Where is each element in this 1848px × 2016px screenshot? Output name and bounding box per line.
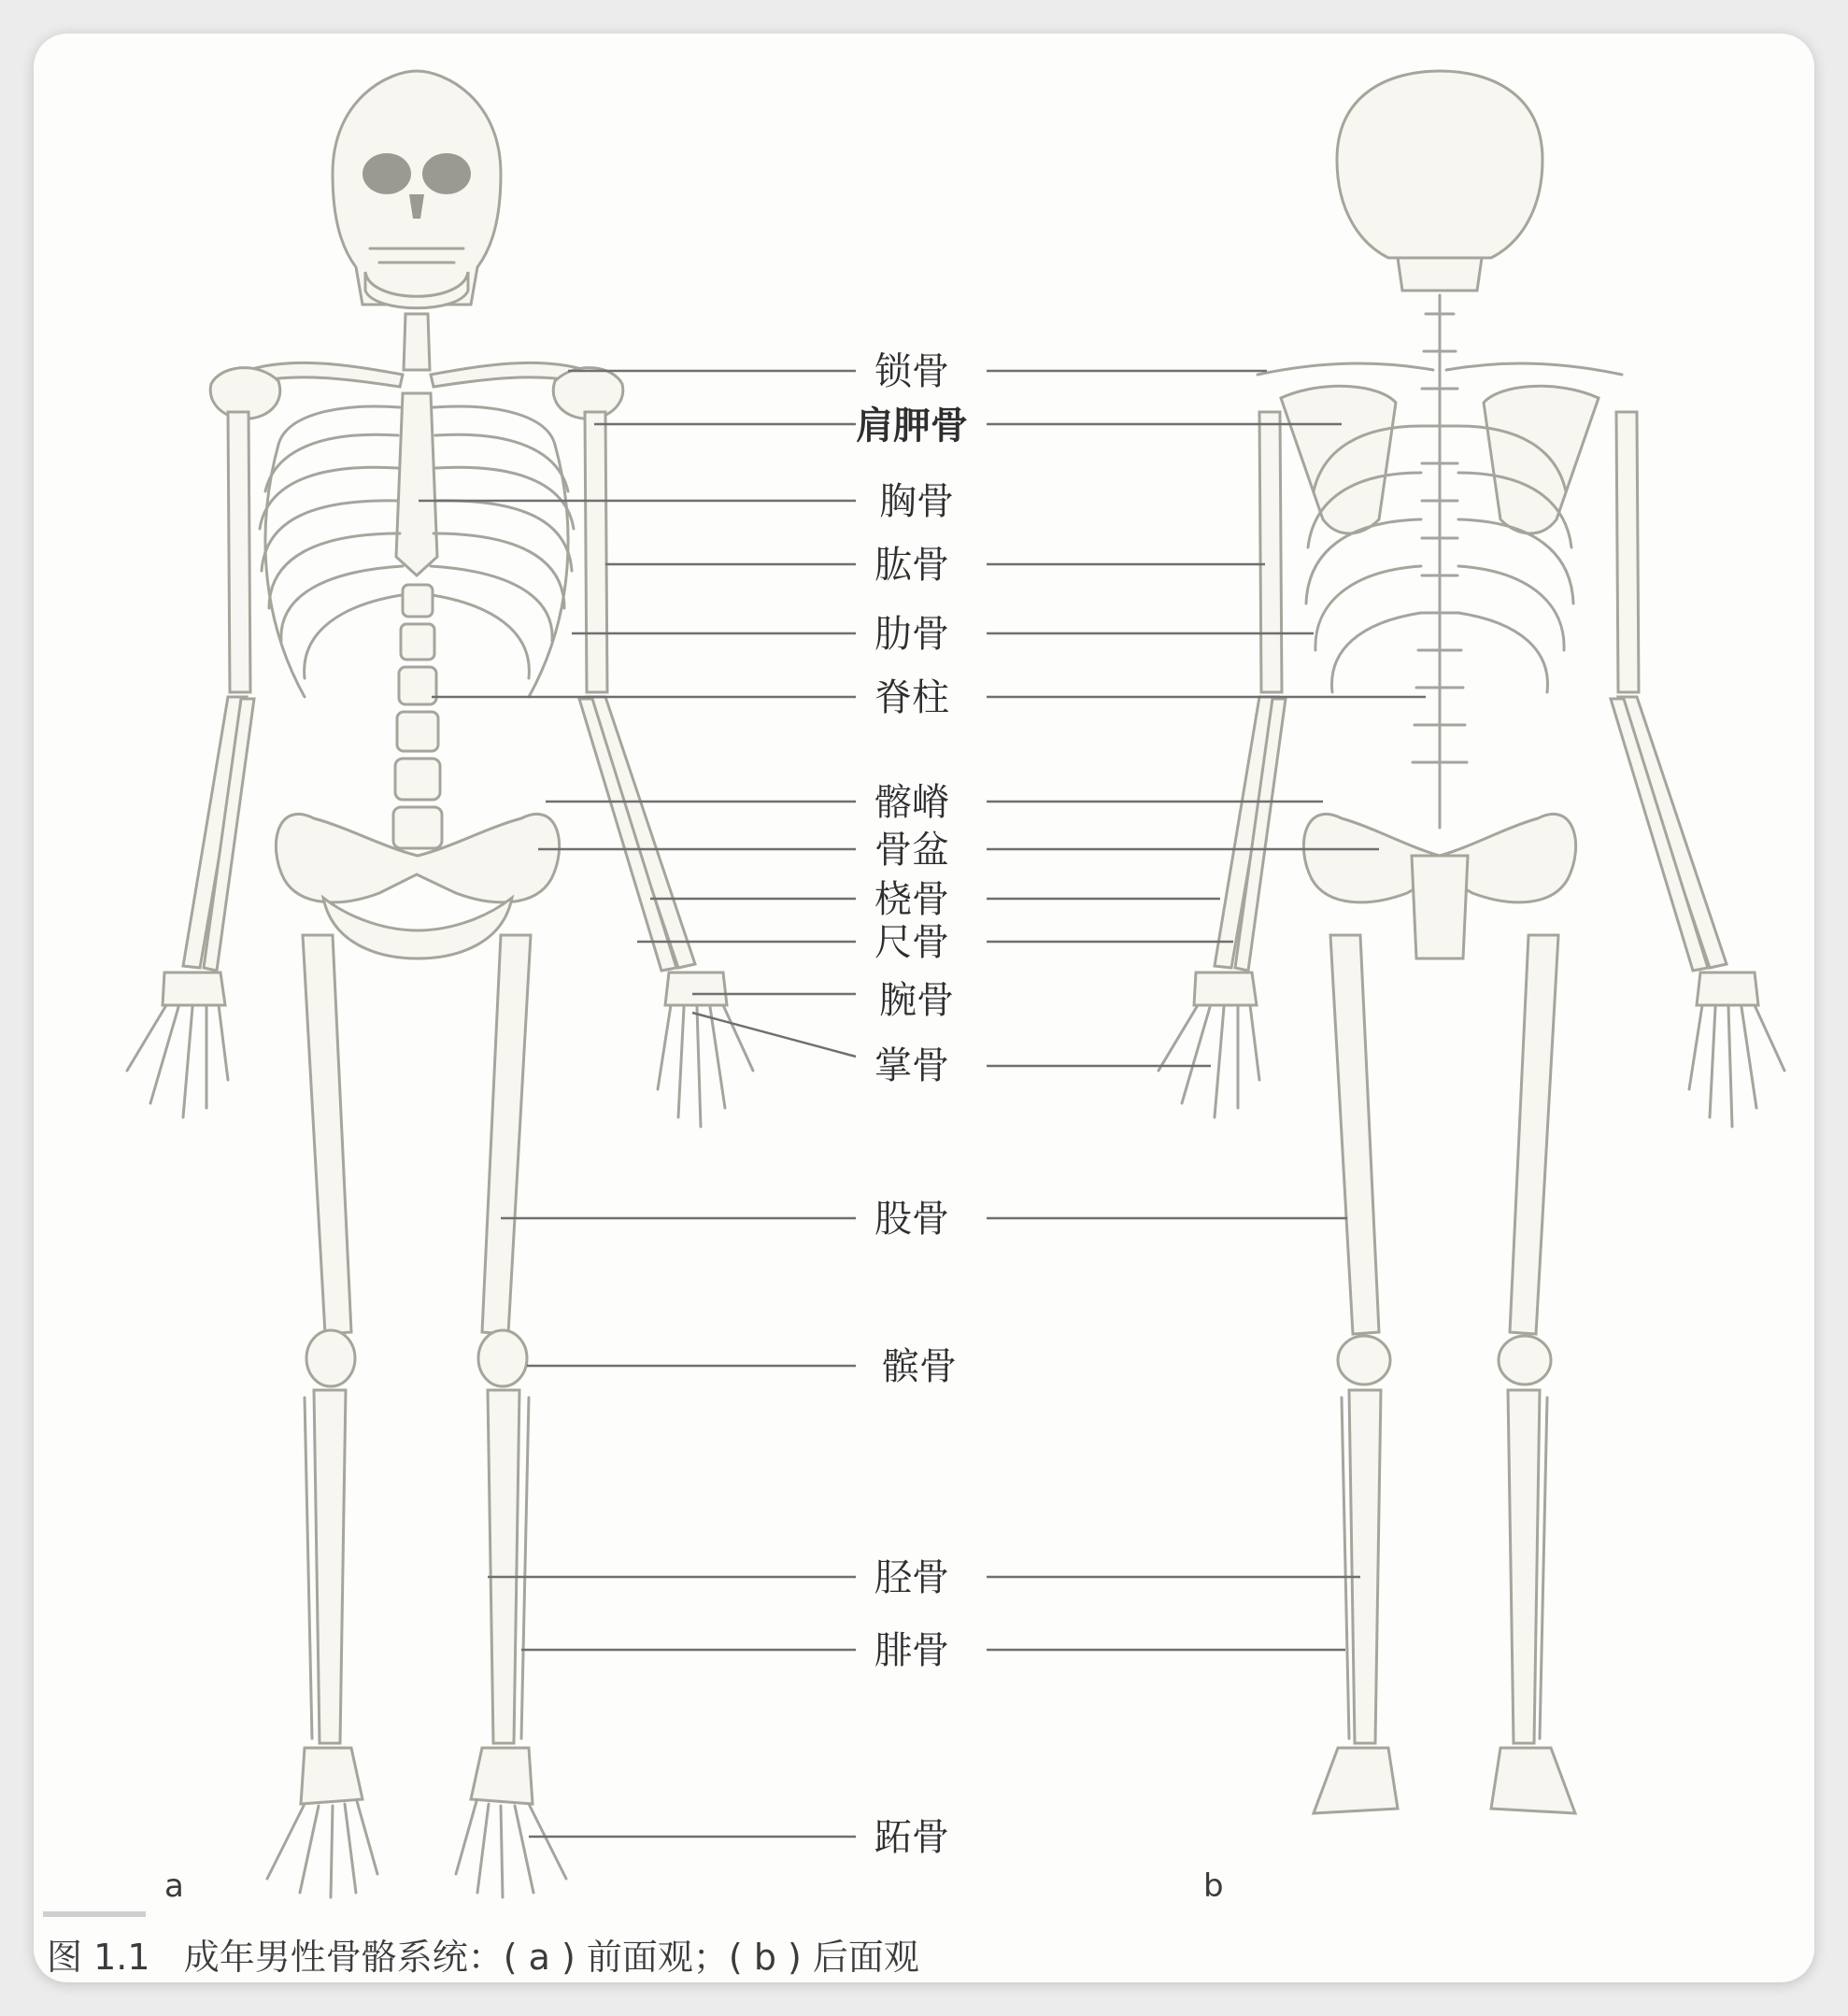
caption-rule	[43, 1911, 146, 1917]
label-pelvis: 骨盆	[874, 829, 949, 872]
figure-card	[34, 34, 1814, 1982]
label-ulna: 尺骨	[874, 921, 949, 964]
label-carpals: 腕骨	[879, 979, 954, 1022]
label-clavicle: 锁骨	[874, 350, 949, 393]
back-right-hand	[1689, 973, 1784, 1127]
front-skull	[333, 71, 501, 308]
skeleton-back-view	[1159, 71, 1784, 1813]
back-left-foot	[1314, 1748, 1398, 1813]
panel-label-b: b	[1203, 1867, 1224, 1905]
label-sternum: 胸骨	[879, 480, 954, 523]
figure-caption: 图 1.1 成年男性骨骼系统：( a ) 前面观；( b ) 后面观	[47, 1937, 919, 1978]
label-spine: 脊柱	[874, 676, 949, 719]
skeleton-front-view	[127, 71, 753, 1897]
back-spine	[1413, 295, 1467, 828]
front-left-foot	[267, 1748, 377, 1897]
front-left-hand	[127, 973, 228, 1117]
front-right-foot	[456, 1748, 566, 1897]
label-patella: 髌骨	[882, 1345, 957, 1388]
label-femur: 股骨	[874, 1198, 949, 1241]
label-metacarpals: 掌骨	[874, 1044, 949, 1087]
label-fibula: 腓骨	[874, 1629, 949, 1672]
skeleton-diagram	[34, 34, 1814, 1982]
bone-labels	[856, 350, 968, 1859]
back-left-hand	[1159, 973, 1259, 1117]
back-right-foot	[1491, 1748, 1575, 1813]
label-ribs: 肋骨	[874, 613, 949, 656]
label-iliac-crest: 髂嵴	[874, 781, 949, 824]
panel-label-a: a	[164, 1867, 184, 1905]
front-right-hand	[658, 973, 753, 1127]
label-metatarsals: 跖骨	[874, 1816, 949, 1859]
label-scapula: 肩胛骨	[856, 405, 968, 447]
label-radius: 桡骨	[874, 878, 949, 921]
label-humerus: 肱骨	[874, 544, 949, 587]
front-spine	[393, 585, 442, 848]
label-tibia: 胫骨	[874, 1556, 949, 1599]
